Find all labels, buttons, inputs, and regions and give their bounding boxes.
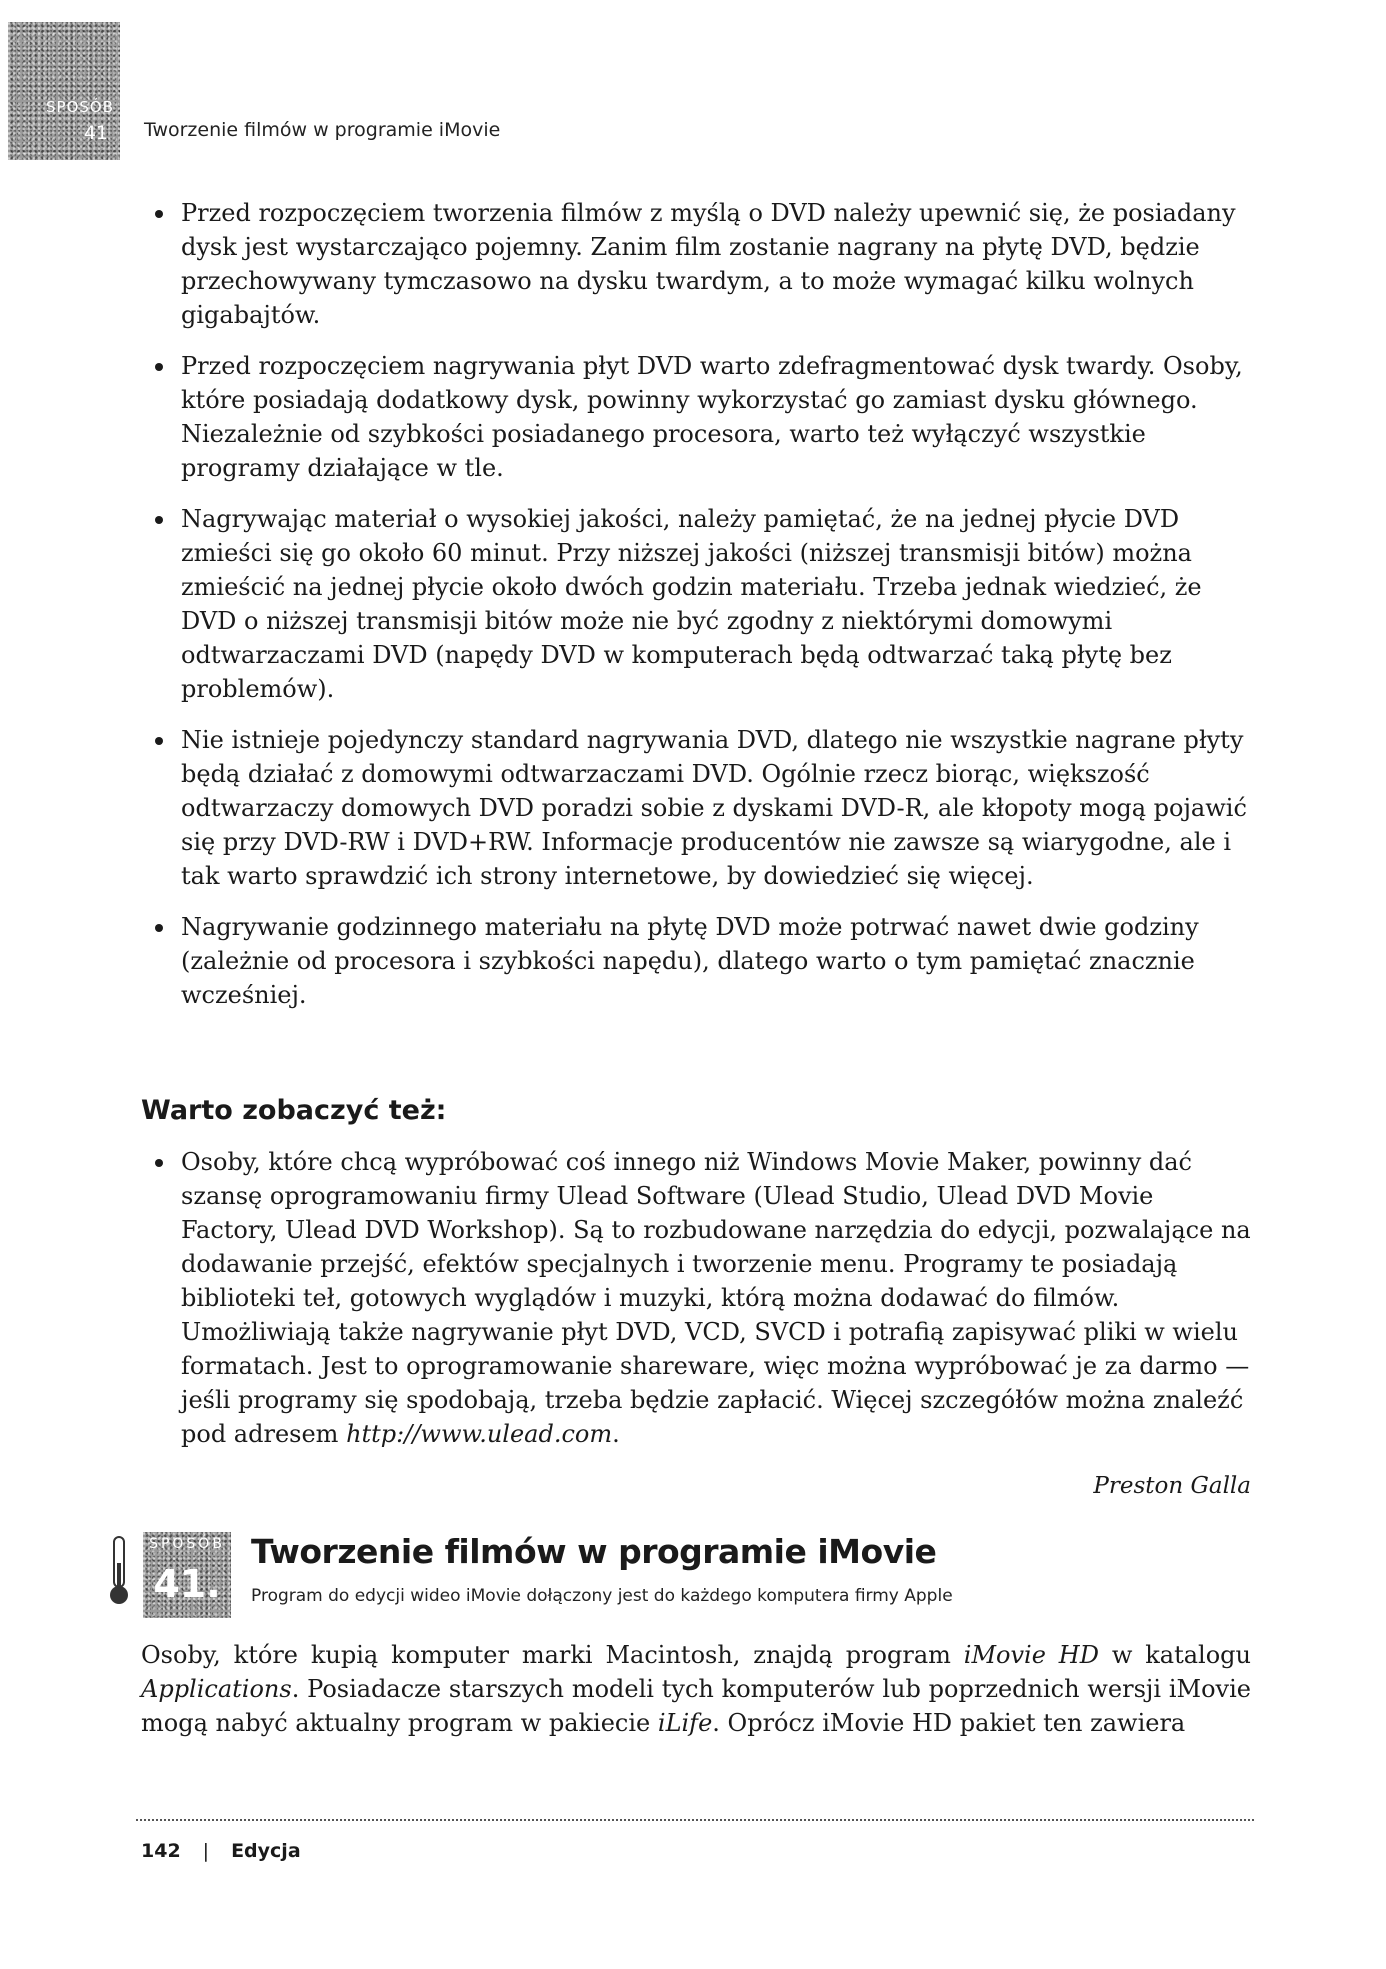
closing-paragraph bbox=[141, 1638, 1251, 1740]
list-item: Nagrywając materiał o wysokiej jakości, należy pamiętać, że na jednej płycie DVD zmieści się go około 60 minut. Przy niższej jakości (niższej transmisji bitów) można zmieścić na jednej płycie około dwóch godzin materiału. Trzeba jednak wiedzieć, że DVD o niższej transmisji bitów może nie być zgodny z niektórymi domowymi odtwarzaczami DVD (napędy DVD w komputerach będą odtwarzać taką płytę bez problemów). bbox=[141, 502, 1251, 706]
list-item: Nie istnieje pojedynczy standard nagrywania DVD, dlatego nie wszystkie nagrane płyty będą działać z domowymi odtwarzaczami DVD. Ogólnie rzecz biorąc, większość odtwarzaczy domowych DVD poradzi sobie z dyskami DVD-R, ale kłopoty mogą pojawić się przy DVD-RW i DVD+RW. Informacje producentów nie zawsze są wiarygodne, ale i tak warto sprawdzić ich strony internetowe, by dowiedzieć się więcej. bbox=[141, 723, 1251, 893]
hack-badge-label: SPOSÓB bbox=[149, 1536, 225, 1552]
text-run-italic: iMovie HD bbox=[963, 1641, 1099, 1669]
text-run: w katalogu bbox=[1098, 1641, 1251, 1669]
page-number: 142 bbox=[141, 1840, 181, 1862]
list-item: Przed rozpoczęciem tworzenia filmów z myślą o DVD należy upewnić się, że posiadany dysk jest wystarczająco pojemny. Zanim film zostanie nagrany na płytę DVD, będzie przechowywany tymczasowo na dysku twardym, a to może wymagać kilku wolnych gigabajtów. bbox=[141, 196, 1251, 332]
footer-separator: | bbox=[202, 1840, 210, 1862]
footer-divider bbox=[136, 1819, 1254, 1821]
list-item: Nagrywanie godzinnego materiału na płytę DVD może potrwać nawet dwie godziny (zależnie od procesora i szybkości napędu), dlatego warto o tym pamiętać znacznie wcześniej. bbox=[141, 910, 1251, 1012]
header-badge bbox=[8, 22, 120, 160]
see-also-end: . bbox=[612, 1420, 620, 1448]
text-run: Osoby, które kupią komputer marki Macintosh, znajdą program bbox=[141, 1641, 964, 1669]
ulead-link[interactable]: http://www.ulead.com bbox=[346, 1420, 613, 1448]
bullet-list-top bbox=[141, 196, 1251, 1029]
see-also-heading: Warto zobaczyć też: bbox=[141, 1095, 447, 1126]
text-run: . Posiadacze starszych modeli tych komputerów lub poprzednich wersji iMovie mogą nabyć aktualny program w pakiecie bbox=[141, 1675, 1251, 1737]
running-title: Tworzenie filmów w programie iMovie bbox=[144, 119, 501, 141]
see-also-text: Osoby, które chcą wypróbować coś innego niż Windows Movie Maker, powinny dać szansę oprogramowaniu firmy Ulead Software (Ulead Studio, Ulead DVD Movie Factory, Ulead DVD Workshop). Są to rozbudowane narzędzia do edycji, pozwalające na dodawanie przejść, efektów specjalnych i tworzenie menu. Programy te posiadają biblioteki teł, gotowych wyglądów i muzyki, którą można dodawać do filmów. Umożliwiają także nagrywanie płyt DVD, VCD, SVCD i potrafią zapisywać pliki w wielu formatach. Jest to oprogramowanie shareware, więc można wypróbować je za darmo — jeśli programy się spodobają, trzeba będzie zapłacić. Więcej szczegółów można znaleźć pod adresem bbox=[181, 1148, 1251, 1448]
header-badge-label: SPOSÓB bbox=[46, 98, 114, 116]
text-run: . Oprócz iMovie HD pakiet ten zawiera bbox=[712, 1709, 1186, 1737]
hack-badge bbox=[143, 1532, 231, 1618]
thermometer-icon bbox=[108, 1535, 130, 1607]
hack-subtitle: Program do edycji wideo iMovie dołączony jest do każdego komputera firmy Apple bbox=[251, 1586, 953, 1606]
header-badge-number: 41 bbox=[83, 122, 108, 144]
list-item: Przed rozpoczęciem nagrywania płyt DVD warto zdefragmentować dysk twardy. Osoby, które posiadają dodatkowy dysk, powinny wykorzystać go zamiast dysku głównego. Niezależnie od szybkości posiadanego procesora, warto też wyłączyć wszystkie programy działające w tle. bbox=[141, 349, 1251, 485]
author-signature: Preston Galla bbox=[1093, 1473, 1251, 1499]
text-run-italic: Applications bbox=[141, 1675, 292, 1703]
footer-section: Edycja bbox=[231, 1840, 301, 1862]
list-item bbox=[141, 1145, 1251, 1451]
see-also-list bbox=[141, 1145, 1251, 1468]
page-footer bbox=[141, 1840, 301, 1862]
hack-title: Tworzenie filmów w programie iMovie bbox=[251, 1532, 937, 1571]
hack-badge-number: 41. bbox=[153, 1562, 221, 1606]
text-run-italic: iLife bbox=[657, 1709, 713, 1737]
